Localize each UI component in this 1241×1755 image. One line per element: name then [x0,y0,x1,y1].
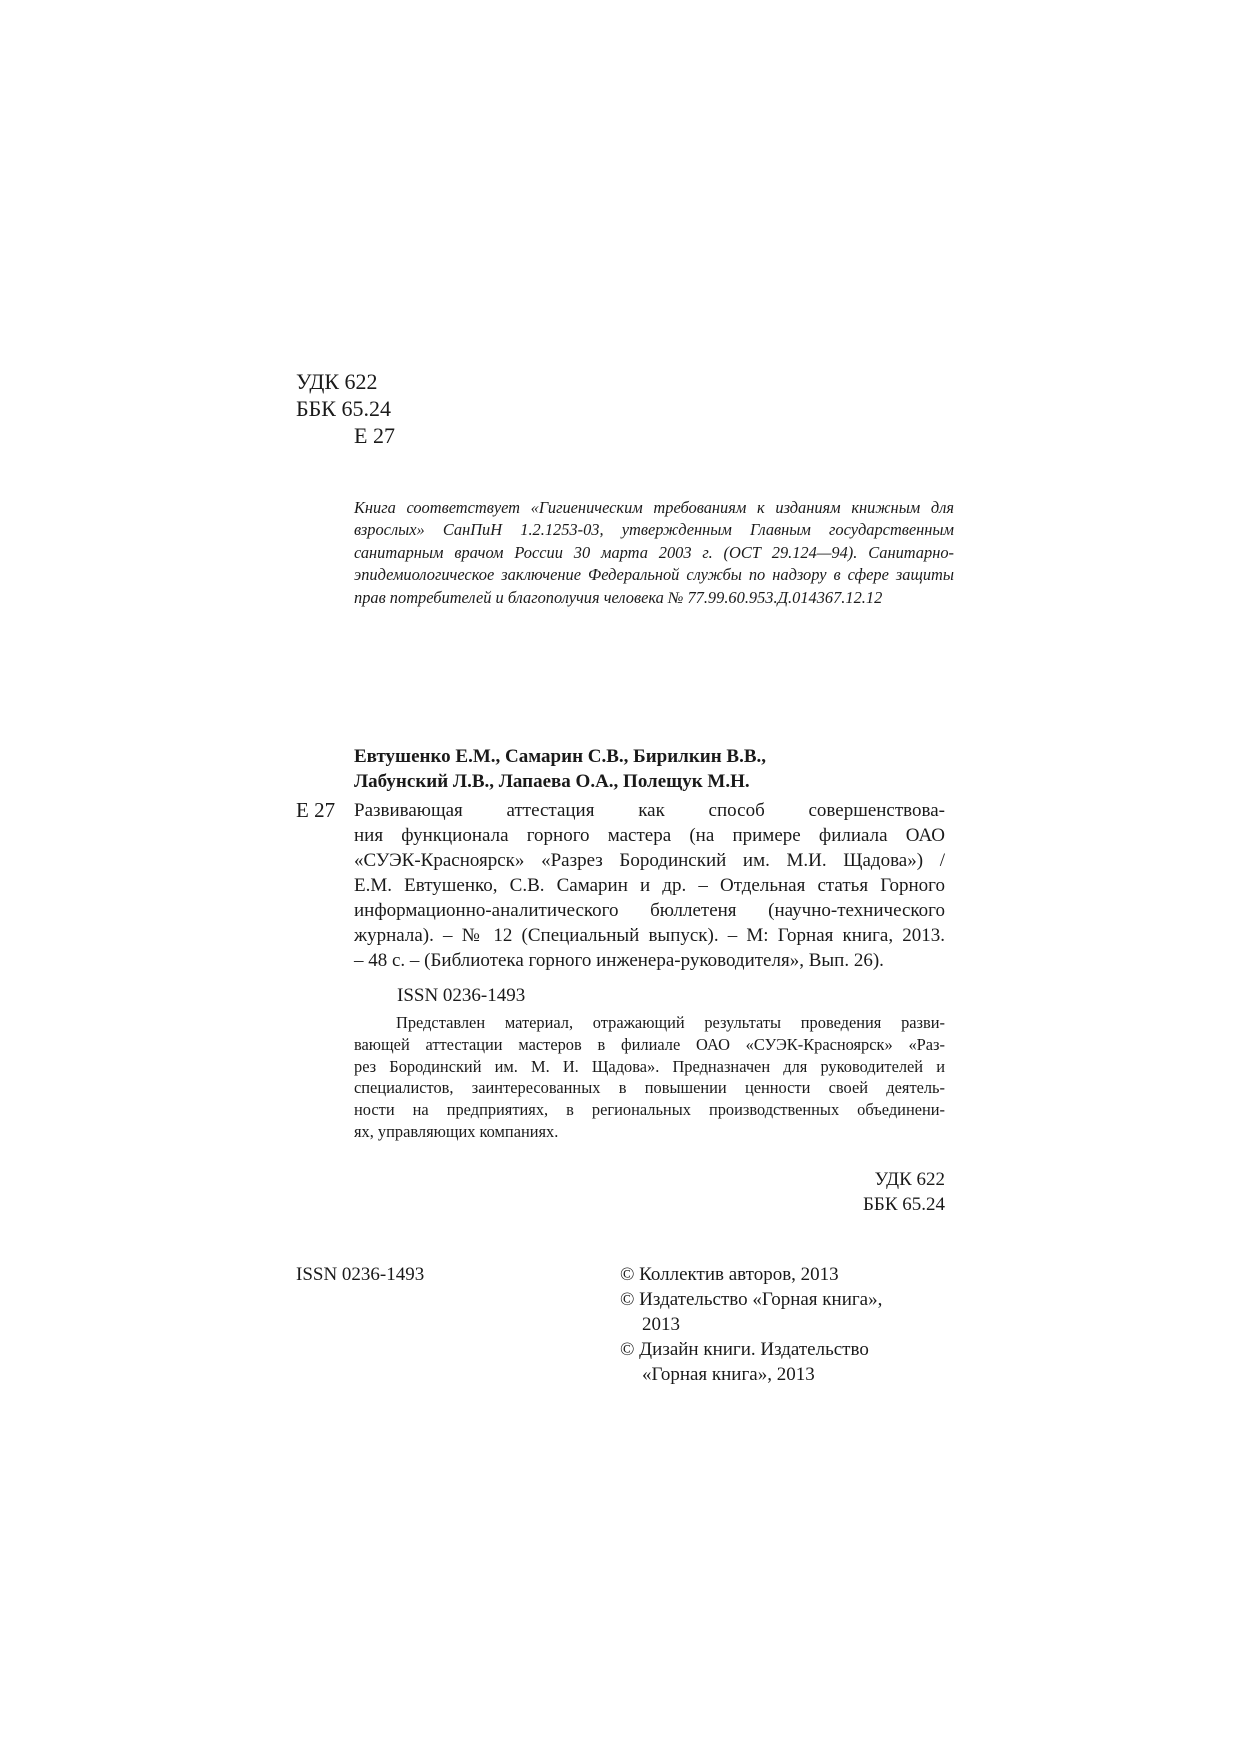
copyright-block [620,1262,882,1387]
authors-line-1: Евтушенко Е.М., Самарин С.В., Бирилкин В.В., [354,746,767,767]
bib-line: журнала). – № 12 (Специальный выпуск). – М: Горная книга, 2013. [354,925,945,946]
bib-line: Развивающая аттестация как способ совершенствова- [354,800,945,821]
abstract-line: специалистов, заинтересованных в повышении ценности своей деятель- [354,1078,945,1098]
classification-codes-right [840,1167,945,1217]
abstract-line: вающей аттестации мастеров в филиале ОАО «СУЭК-Красноярск» «Раз- [354,1034,945,1054]
bib-line: – 48 с. – (Библиотека горного инженера-руководителя», Вып. 26). [354,950,884,971]
footer-issn: ISSN 0236-1493 [296,1264,425,1285]
library-codes [296,368,395,449]
hygiene-notice: Книга соответствует «Гигиеническим требованиям к изданиям книжным для взрослых» СанПиН 1.2.1253-03, утвержденным Главным государственным санитарным врачом России 30 марта 2003 г. (ОСТ 29.124—94). Санитарно-эпидемиологическое заключение Федеральной службы по надзору в сфере защиты прав потребителей и благополучия человека № 77.99.60.953.Д.014367.12.12 [354,498,954,607]
bbk-code-right: ББК 65.24 [863,1194,945,1215]
bib-issn: ISSN 0236-1493 [397,985,526,1006]
bib-line: Е.М. Евтушенко, С.В. Самарин и др. – Отдельная статья Горного [354,875,945,896]
bibliographic-description [354,798,945,973]
bbk-code: ББК 65.24 [296,396,391,421]
copyright-publisher: © Издательство «Горная книга», [620,1289,883,1310]
copyright-design: © Дизайн книги. Издательство [620,1339,869,1360]
abstract-line: ях, управляющих компаниях. [354,1121,559,1141]
abstract-line: Представлен материал, отражающий результаты проведения разви- [396,1013,945,1032]
authors-heading [354,744,766,794]
udk-code: УДК 622 [296,369,378,394]
copyright-authors: © Коллектив авторов, 2013 [620,1264,839,1285]
bib-line: «СУЭК-Красноярск» «Разрез Бородинский им. М.И. Щадова») / [354,850,945,871]
bib-author-mark: Е 27 [296,798,336,822]
copyright-design-publisher: «Горная книга», 2013 [642,1364,815,1385]
copyright-publisher-year: 2013 [642,1314,680,1335]
udk-code-right: УДК 622 [874,1169,945,1190]
authors-line-2: Лабунский Л.В., Лапаева О.А., Полещук М.Н. [354,771,750,792]
author-mark-code: Е 27 [354,423,395,448]
abstract [354,1012,945,1143]
abstract-line: рез Бородинский им. М. И. Щадова». Предназначен для руководителей и [354,1056,945,1076]
bib-line: ния функционала горного мастера (на примере филиала ОАО [354,825,945,846]
bib-line: информационно-аналитического бюллетеня (научно-технического [354,900,945,921]
abstract-line: ности на предприятиях, в региональных производственных объединени- [354,1100,945,1120]
